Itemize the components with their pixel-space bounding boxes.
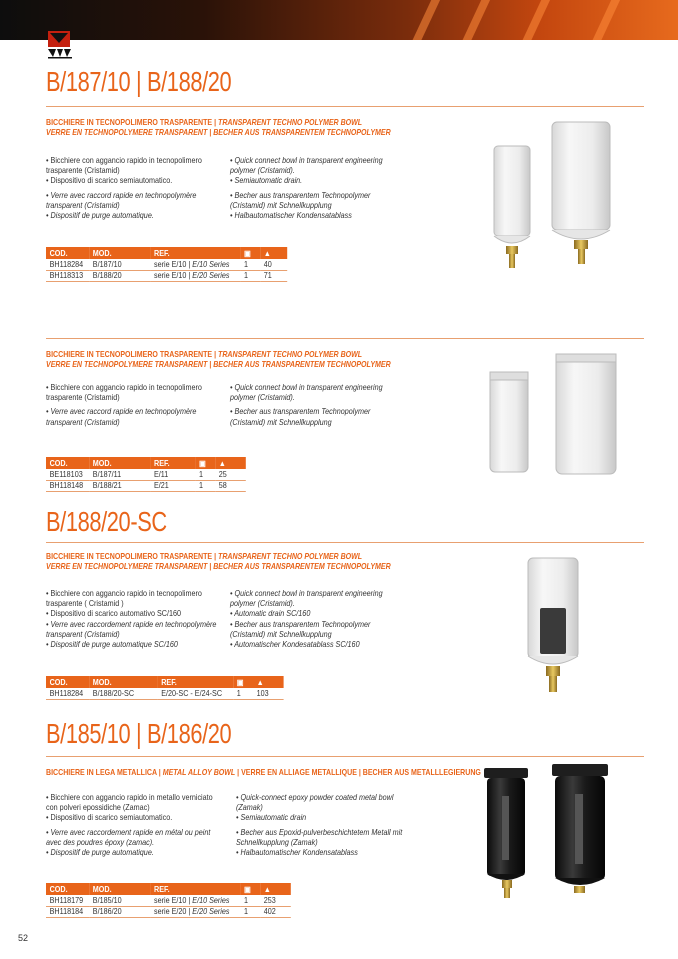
cell-mod: B/186/20	[89, 906, 150, 917]
col-cod: COD.	[46, 457, 89, 469]
cell-ref: E/20-SC - E/24-SC	[158, 688, 234, 699]
bullet: transparent (Cristamid)	[46, 416, 120, 427]
cell-qty: 1	[195, 480, 215, 491]
banner-stripe	[456, 0, 493, 40]
bullet: • Becher aus transparentem Technopolymer	[230, 189, 371, 200]
cell-qty: 1	[240, 895, 260, 906]
section4-right-bullets	[236, 792, 402, 857]
col-ref: REF.	[150, 247, 240, 259]
bullet: • Verre avec raccord rapide en technopolymère	[46, 189, 197, 200]
section4-heading	[46, 768, 481, 778]
bullet: • Dispositivo di scarico semiautomatico.	[46, 812, 173, 823]
heading-text: BICCHIERE IN TECNOPOLIMERO TRASPARENTE |	[46, 350, 219, 359]
ref-italic: E/10 Series	[192, 895, 230, 905]
table-row	[46, 469, 246, 480]
bullet: trasparente (Cristamid)	[46, 165, 120, 176]
bullet: • Bicchiere con aggancio rapido in tecnopolimero	[46, 382, 202, 392]
heading-line2: VERRE EN TECHNOPOLYMERE TRANSPARENT | BECHER AUS TRANSPARENTEM TECHNOPOLYMER	[46, 562, 391, 571]
brand-logo-icon	[47, 31, 73, 59]
section3-left-bullets	[46, 588, 216, 649]
bullet: • Dispositif de purge automatique.	[46, 847, 154, 858]
section2-right-bullets	[230, 382, 383, 427]
cell-cod: BH118179	[46, 895, 89, 906]
cell-qty: 1	[233, 688, 253, 699]
col-cod: COD.	[46, 883, 89, 895]
section4-rule	[46, 756, 644, 757]
col-mod: MOD.	[89, 247, 150, 259]
col-ref: REF.	[150, 457, 195, 469]
bullet: • Quick connect bowl in transparent engineering	[230, 155, 383, 165]
section1-heading	[46, 118, 424, 138]
section3-right-bullets	[230, 588, 383, 649]
cell-cod: BE118103	[46, 469, 89, 480]
bullet: Schnellkupplung (Zamak)	[236, 836, 318, 847]
bullet: • Quick-connect epoxy powder coated metal bowl	[236, 792, 394, 802]
table-header-row	[46, 247, 287, 259]
package-icon: ▣	[195, 457, 215, 469]
cell-weight: 402	[260, 906, 291, 917]
heading-italic: TRANSPARENT TECHNO POLYMER BOWL	[218, 552, 363, 561]
bullet: (Cristamid) mit Schnellkupplung	[230, 199, 332, 210]
table-row	[46, 480, 246, 491]
cell-ref	[150, 270, 240, 281]
col-cod: COD.	[46, 676, 89, 688]
bullet: polymer (Cristamid).	[230, 598, 295, 609]
cell-mod: B/187/11	[89, 469, 150, 480]
package-icon: ▣	[240, 883, 260, 895]
section3-spec-table	[46, 676, 284, 700]
section2-heading	[46, 350, 424, 370]
package-icon: ▣	[240, 247, 260, 259]
cell-cod: BH118313	[46, 270, 89, 281]
cell-qty: 1	[195, 469, 215, 480]
cell-cod: BH118184	[46, 906, 89, 917]
bullet: • Semiautomatic drain	[236, 812, 307, 823]
bullet: • Verre avec raccord rapide en technopolymère	[46, 406, 197, 417]
table-header-row	[46, 676, 284, 688]
section2-left-bullets	[46, 382, 202, 427]
heading-text: BICCHIERE IN TECNOPOLIMERO TRASPARENTE |	[46, 552, 219, 561]
bullet: avec des poudres époxy (zamac).	[46, 836, 155, 847]
table-row	[46, 895, 291, 906]
weight-icon: ▲	[260, 883, 291, 895]
col-mod: MOD.	[89, 457, 150, 469]
ref-text: serie E/10 |	[154, 895, 193, 905]
cell-weight: 40	[260, 259, 287, 270]
heading-rest: | VERRE EN ALLIAGE METALLIQUE | BECHER AUS METALLLEGIERUNG	[235, 768, 481, 777]
cell-mod: B/188/20	[89, 270, 150, 281]
ref-italic: E/20 Series	[192, 271, 230, 280]
bullet: transparent (Cristamid)	[46, 628, 120, 639]
cell-weight: 58	[215, 480, 246, 491]
page-number: 52	[18, 933, 29, 943]
section1-right-bullets	[230, 155, 383, 220]
section3-rule	[46, 542, 644, 543]
col-ref: REF.	[158, 676, 234, 688]
heading-italic: METAL ALLOY BOWL	[162, 768, 236, 777]
cell-qty: 1	[240, 270, 260, 281]
section4-title: B/185/10 | B/186/20	[46, 718, 232, 749]
bullet: • Becher aus transparentem Technopolymer	[230, 406, 371, 417]
bullet: trasparente (Cristamid)	[46, 392, 120, 403]
bullet: (Cristamid) mit Schnellkupplung	[230, 416, 332, 427]
cell-weight: 253	[260, 895, 291, 906]
section1-rule	[46, 106, 644, 107]
heading-line2: VERRE EN TECHNOPOLYMERE TRANSPARENT | BECHER AUS TRANSPARENTEM TECHNOPOLYMER	[46, 360, 391, 369]
clear-bowl-pair-image	[484, 350, 624, 482]
cell-weight: 25	[215, 469, 246, 480]
bullet: transparent (Cristamid)	[46, 199, 120, 210]
bullet: • Halbautomatischer Kondensatablass	[236, 847, 358, 858]
bullet: • Halbautomatischer Kondensatablass	[230, 210, 352, 221]
banner-stripe	[586, 0, 623, 40]
table-header-row	[46, 457, 246, 469]
bullet: • Quick connect bowl in transparent engineering	[230, 382, 383, 392]
clear-bowl-sc-image	[524, 556, 584, 698]
section1-left-bullets	[46, 155, 202, 220]
bullet: • Semiautomatic drain.	[230, 175, 303, 186]
ref-text: serie E/20 |	[154, 907, 193, 916]
cell-ref	[150, 895, 240, 906]
cell-cod: BH118284	[46, 688, 89, 699]
cell-ref: E/11	[150, 469, 195, 480]
section3-title: B/188/20-SC	[46, 506, 167, 537]
bullet: polymer (Cristamid).	[230, 165, 295, 176]
ref-text: serie E/10 |	[154, 271, 193, 280]
col-mod: MOD.	[89, 676, 157, 688]
bullet: trasparente ( Cristamid )	[46, 598, 124, 609]
bullet: con polveri epossidiche (Zamac)	[46, 802, 150, 813]
bullet: • Automatischer Kondesatablass SC/160	[230, 639, 360, 650]
heading-italic: TRANSPARENT TECHNO POLYMER BOWL	[218, 350, 363, 359]
heading-line2: VERRE EN TECHNOPOLYMERE TRANSPARENT | BECHER AUS TRANSPARENTEM TECHNOPOLYMER	[46, 128, 391, 137]
bullet: • Verre avec raccordement rapide en technopolymère	[46, 618, 217, 629]
cell-mod: B/188/20-SC	[89, 688, 157, 699]
bullet: (Zamak)	[236, 802, 263, 813]
cell-ref	[150, 906, 240, 917]
bullet: • Dispositivo di scarico semiautomatico.	[46, 175, 173, 186]
section4-left-bullets	[46, 792, 213, 857]
cell-weight: 71	[260, 270, 287, 281]
bullet: • Verre avec raccordement rapide en métal ou peint	[46, 826, 211, 837]
bullet: polymer (Cristamid).	[230, 392, 295, 403]
banner-stripe	[406, 0, 443, 40]
package-icon: ▣	[233, 676, 253, 688]
section4-spec-table	[46, 883, 291, 918]
table-row	[46, 688, 284, 699]
section1-title: B/187/10 | B/188/20	[46, 66, 232, 97]
col-cod: COD.	[46, 247, 89, 259]
bullet: (Cristamid) mit Schnellkupplung	[230, 628, 332, 639]
col-ref: REF.	[150, 883, 240, 895]
cell-ref	[150, 259, 240, 270]
section2-rule	[46, 338, 644, 339]
heading-italic: TRANSPARENT TECHNO POLYMER BOWL	[218, 118, 363, 127]
bullet: • Bicchiere con aggancio rapido in tecnopolimero	[46, 588, 202, 598]
section1-spec-table	[46, 247, 287, 282]
bullet: • Bicchiere con aggancio rapido in metallo verniciato	[46, 792, 213, 802]
weight-icon: ▲	[215, 457, 246, 469]
weight-icon: ▲	[253, 676, 284, 688]
table-header-row	[46, 883, 291, 895]
section3-heading	[46, 552, 424, 572]
col-mod: MOD.	[89, 883, 150, 895]
table-row	[46, 270, 287, 281]
cell-qty: 1	[240, 906, 260, 917]
cell-mod: B/188/21	[89, 480, 150, 491]
ref-text: serie E/10 |	[154, 259, 193, 269]
bullet: • Dispositivo di scarico automativo SC/160	[46, 608, 182, 619]
cell-cod: BH118284	[46, 259, 89, 270]
table-row	[46, 259, 287, 270]
metal-bowl-pair-image	[480, 762, 614, 900]
section2-spec-table	[46, 457, 246, 492]
weight-icon: ▲	[260, 247, 287, 259]
heading-text: BICCHIERE IN LEGA METALLICA |	[46, 768, 163, 777]
cell-weight: 103	[253, 688, 284, 699]
header-banner	[0, 0, 678, 40]
cell-ref: E/21	[150, 480, 195, 491]
ref-italic: E/20 Series	[192, 907, 230, 916]
bullet: • Quick connect bowl in transparent engineering	[230, 588, 383, 598]
banner-stripe	[516, 0, 553, 40]
table-row	[46, 906, 291, 917]
clear-bowl-pair-image	[486, 118, 626, 274]
bullet: • Becher aus Epoxid-pulverbeschichtetem Metall mit	[236, 826, 403, 837]
bullet: • Dispositif de purge automatique.	[46, 210, 154, 221]
cell-mod: B/185/10	[89, 895, 150, 906]
bullet: • Automatic drain SC/160	[230, 608, 311, 619]
bullet: • Becher aus transparentem Technopolymer	[230, 618, 371, 629]
bullet: • Bicchiere con aggancio rapido in tecnopolimero	[46, 155, 202, 165]
cell-cod: BH118148	[46, 480, 89, 491]
heading-text: BICCHIERE IN TECNOPOLIMERO TRASPARENTE |	[46, 118, 219, 127]
cell-qty: 1	[240, 259, 260, 270]
ref-italic: E/10 Series	[192, 259, 230, 269]
cell-mod: B/187/10	[89, 259, 150, 270]
bullet: • Dispositif de purge automatique SC/160	[46, 639, 178, 650]
